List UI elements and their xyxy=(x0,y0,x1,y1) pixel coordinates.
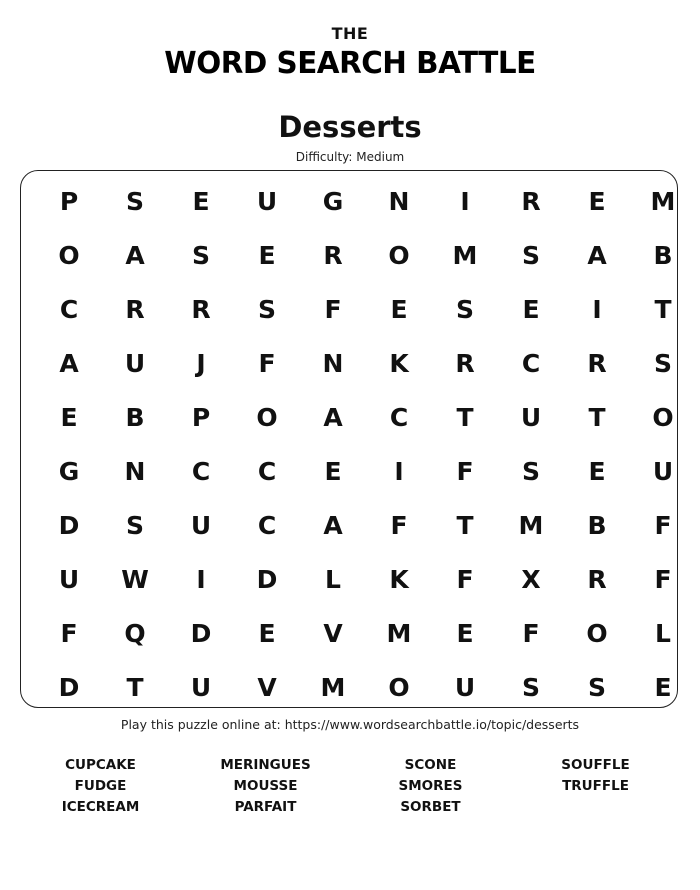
word-list-item: SOUFFLE xyxy=(561,757,630,773)
grid-letter[interactable]: R xyxy=(125,294,145,324)
grid-letter[interactable]: C xyxy=(521,348,541,378)
grid-letter[interactable]: C xyxy=(191,456,211,486)
grid-letter[interactable]: E xyxy=(258,240,276,270)
grid-letter[interactable]: I xyxy=(196,564,206,594)
grid-letter[interactable]: I xyxy=(592,294,602,324)
grid-letter[interactable]: U xyxy=(124,348,146,378)
grid-letter[interactable]: T xyxy=(456,510,474,540)
grid-letter[interactable]: O xyxy=(586,618,608,648)
grid-letter[interactable]: E xyxy=(588,186,606,216)
grid-letter[interactable]: C xyxy=(59,294,79,324)
grid-letter[interactable]: D xyxy=(256,564,278,594)
word-list-column xyxy=(18,755,183,818)
grid-letter[interactable]: S xyxy=(125,510,144,540)
grid-letter[interactable]: A xyxy=(587,240,607,270)
grid-letter[interactable]: I xyxy=(460,186,470,216)
word-list-item: ICECREAM xyxy=(61,799,140,815)
word-list-item: TRUFFLE xyxy=(562,778,629,794)
grid-letter[interactable]: U xyxy=(58,564,80,594)
grid-letter[interactable]: M xyxy=(320,672,346,702)
grid-letter[interactable]: G xyxy=(322,186,344,216)
word-list-item: FUDGE xyxy=(74,778,127,794)
grid-letter[interactable]: V xyxy=(323,618,343,648)
grid-letter[interactable]: S xyxy=(653,348,672,378)
grid-letter[interactable]: F xyxy=(456,456,474,486)
grid-letter[interactable]: C xyxy=(257,510,277,540)
grid-letter[interactable]: R xyxy=(455,348,475,378)
grid-letter[interactable]: F xyxy=(324,294,342,324)
grid-letter[interactable]: L xyxy=(655,618,671,648)
grid-letter[interactable]: P xyxy=(59,186,79,216)
grid-letter[interactable]: A xyxy=(323,402,343,432)
grid-letter[interactable]: Q xyxy=(124,618,146,648)
grid-letter[interactable]: F xyxy=(60,618,78,648)
grid-letter[interactable]: B xyxy=(125,402,145,432)
grid-letter[interactable]: R xyxy=(521,186,541,216)
grid-letter[interactable]: W xyxy=(121,564,149,594)
grid-letter[interactable]: M xyxy=(452,240,478,270)
word-list-column xyxy=(513,755,678,818)
grid-letter[interactable]: M xyxy=(518,510,544,540)
grid-letter[interactable]: E xyxy=(588,456,606,486)
grid-letter[interactable]: K xyxy=(389,564,409,594)
grid-letter[interactable]: F xyxy=(456,564,474,594)
word-list-item: SCONE xyxy=(404,757,457,773)
word-list-item: SORBET xyxy=(400,799,461,815)
letter-grid-frame xyxy=(20,170,678,708)
puzzle-title: Desserts xyxy=(278,110,422,144)
word-list xyxy=(18,755,678,818)
grid-letter[interactable]: J xyxy=(196,348,206,378)
grid-letter[interactable]: O xyxy=(256,402,278,432)
grid-letter[interactable]: X xyxy=(521,564,541,594)
grid-letter[interactable]: C xyxy=(389,402,409,432)
word-list-item: PARFAIT xyxy=(234,799,297,815)
online-link-text: Play this puzzle online at: https://www.wordsearchbattle.io/topic/desserts xyxy=(120,717,580,732)
grid-letter[interactable]: A xyxy=(59,348,79,378)
grid-letter[interactable]: O xyxy=(388,240,410,270)
grid-letter[interactable]: U xyxy=(190,510,212,540)
grid-letter[interactable]: S xyxy=(587,672,606,702)
grid-letter[interactable]: K xyxy=(389,348,409,378)
grid-letter[interactable]: S xyxy=(125,186,144,216)
grid-letter[interactable]: O xyxy=(388,672,410,702)
grid-letter[interactable]: E xyxy=(192,186,210,216)
grid-letter[interactable]: A xyxy=(323,510,343,540)
grid-letter[interactable]: N xyxy=(322,348,344,378)
grid-letter[interactable]: U xyxy=(256,186,278,216)
grid-letter[interactable]: S xyxy=(521,240,540,270)
grid-letter[interactable]: S xyxy=(521,456,540,486)
grid-letter[interactable]: R xyxy=(587,564,607,594)
grid-letter[interactable]: E xyxy=(522,294,540,324)
word-list-item: MERINGUES xyxy=(220,757,311,773)
grid-letter[interactable]: E xyxy=(258,618,276,648)
grid-letter[interactable]: P xyxy=(191,402,211,432)
grid-letter[interactable]: T xyxy=(588,402,606,432)
letter-grid xyxy=(36,174,696,714)
grid-letter[interactable]: O xyxy=(58,240,80,270)
grid-letter[interactable]: E xyxy=(390,294,408,324)
grid-letter[interactable]: F xyxy=(258,348,276,378)
word-list-item: MOUSSE xyxy=(233,778,298,794)
grid-letter[interactable]: D xyxy=(58,510,80,540)
word-list-item: CUPCAKE xyxy=(65,757,136,773)
grid-letter[interactable]: R xyxy=(323,240,343,270)
grid-letter[interactable]: D xyxy=(190,618,212,648)
grid-letter[interactable]: M xyxy=(386,618,412,648)
grid-letter[interactable]: S xyxy=(521,672,540,702)
grid-letter[interactable]: E xyxy=(456,618,474,648)
grid-letter[interactable]: O xyxy=(652,402,674,432)
difficulty-label: Difficulty: Medium xyxy=(295,150,405,164)
word-list-item: SMORES xyxy=(398,778,463,794)
grid-letter[interactable]: F xyxy=(654,564,672,594)
grid-letter[interactable]: C xyxy=(257,456,277,486)
grid-letter[interactable]: L xyxy=(325,564,341,594)
grid-letter[interactable]: F xyxy=(522,618,540,648)
grid-letter[interactable]: B xyxy=(653,240,673,270)
grid-letter[interactable]: E xyxy=(654,672,672,702)
grid-letter[interactable]: A xyxy=(125,240,145,270)
grid-letter[interactable]: S xyxy=(191,240,210,270)
grid-letter[interactable]: T xyxy=(126,672,144,702)
grid-letter[interactable]: D xyxy=(58,672,80,702)
grid-letter[interactable]: S xyxy=(455,294,474,324)
grid-letter[interactable]: M xyxy=(650,186,676,216)
grid-letter[interactable]: E xyxy=(324,456,342,486)
grid-letter[interactable]: G xyxy=(58,456,80,486)
grid-letter[interactable]: T xyxy=(654,294,672,324)
grid-letter[interactable]: E xyxy=(60,402,78,432)
grid-letter[interactable]: N xyxy=(388,186,410,216)
grid-letter[interactable]: U xyxy=(454,672,476,702)
grid-letter[interactable]: U xyxy=(520,402,542,432)
grid-letter[interactable]: V xyxy=(257,672,277,702)
grid-letter[interactable]: F xyxy=(654,510,672,540)
grid-letter[interactable]: B xyxy=(587,510,607,540)
grid-letter[interactable]: I xyxy=(394,456,404,486)
word-list-column xyxy=(348,755,513,818)
brand-logo-title: WORD SEARCH BATTLE xyxy=(164,46,536,81)
grid-letter[interactable]: U xyxy=(652,456,674,486)
grid-letter[interactable]: R xyxy=(191,294,211,324)
grid-letter[interactable]: R xyxy=(587,348,607,378)
word-list-column xyxy=(183,755,348,818)
grid-letter[interactable]: T xyxy=(456,402,474,432)
grid-letter[interactable]: N xyxy=(124,456,146,486)
grid-letter[interactable]: U xyxy=(190,672,212,702)
grid-letter[interactable]: F xyxy=(390,510,408,540)
brand-the: THE xyxy=(331,24,369,43)
grid-letter[interactable]: S xyxy=(257,294,276,324)
